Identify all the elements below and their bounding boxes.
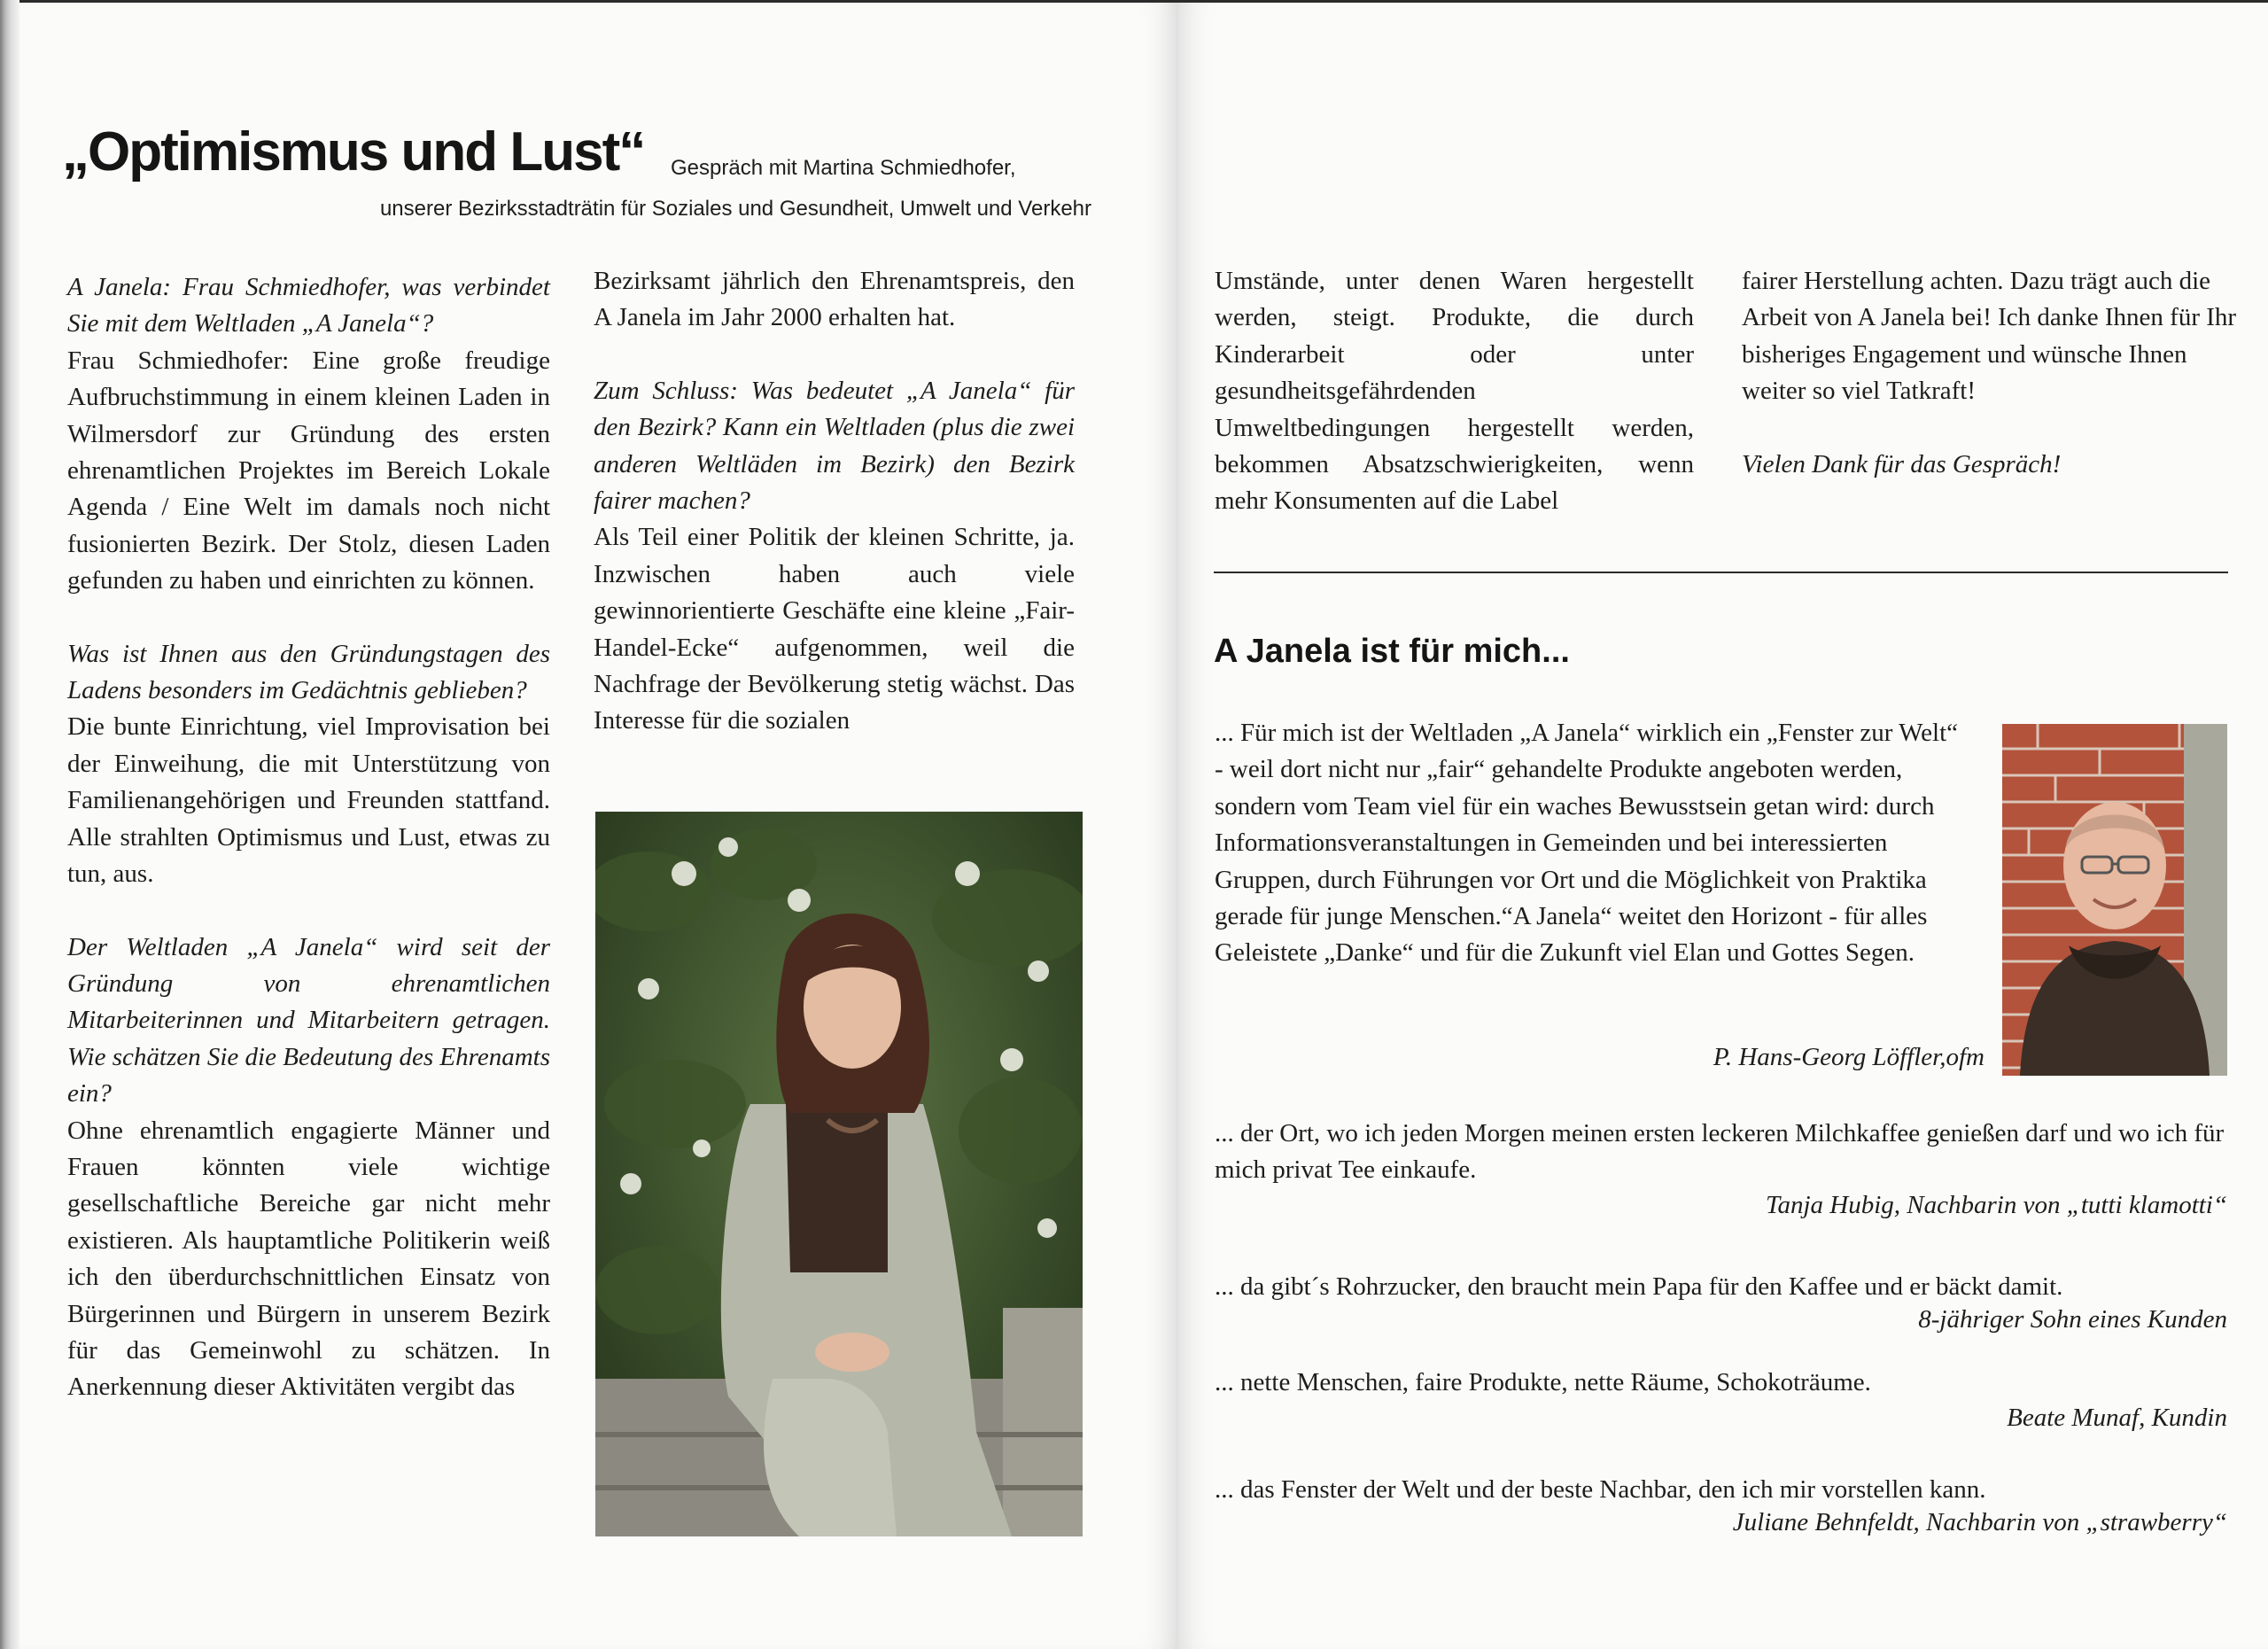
section-heading: A Janela ist für mich...	[1214, 633, 1570, 670]
quote-author-photo	[2002, 724, 2227, 1076]
quote-author: Beate Munaf, Kundin	[2007, 1404, 2227, 1432]
quote-text: ... das Fenster der Welt und der beste Nachbar, den ich mir vorstellen kann.	[1215, 1475, 1986, 1504]
interview-answer: Frau Schmiedhofer: Eine große freudige Aufbruchstimmung in einem kleinen Laden in Wilmersdorf zur Gründung des ersten ehrenamtlichen Projektes im Bereich Lokale Agenda / Eine Welt im damals noch nicht fusionierten Bezirk. Der Stolz, diesen Laden gefunden zu haben und einrichten zu können.	[67, 346, 550, 595]
quote-author: 8-jähriger Sohn eines Kunden	[1918, 1305, 2227, 1334]
quote-text: ... Für mich ist der Weltladen „A Janela“ wirklich ein „Fenster zur Welt“ - weil dort nicht nur „fair“ gehandelte Produkte angeboten werden, sondern vom Team viel für ein waches Bewusstsein getan wird: durch Informationsveranstaltungen in Gemeinden und bei interessierten Gruppen, durch Führungen vor Ort und die Möglichkeit von Praktika gerade für junge Menschen.“A Janela“ weitet den Horizont - für alles Geleistete „Danke“ und für die Zukunft viel Elan und Gottes Segen.	[1215, 719, 1959, 968]
interview-answer: Die bunte Einrichtung, viel Improvisation bei der Einweihung, die mit Unterstützung von Familienangehörigen und Freunden stattfand. Alle strahlten Optimismus und Lust, etwas zu tun, aus.	[67, 712, 550, 889]
interview-question: Der Weltladen „A Janela“ wird seit der Gründung von ehrenamtlichen Mitarbeiterinnen und Mitarbeitern getragen. Wie schätzen Sie die Bedeutung des Ehrenamts ein?	[67, 932, 550, 1108]
quote-author: P. Hans-Georg Löffler,ofm	[1713, 1043, 1984, 1071]
page-edge-shadow	[0, 0, 19, 1649]
interview-column-2	[594, 263, 1075, 740]
quote-text: ... der Ort, wo ich jeden Morgen meinen ersten leckeren Milchkaffee genießen darf und wo ich für mich privat Tee einkaufe.	[1215, 1119, 2225, 1185]
quote-author: Tanja Hubig, Nachbarin von „tutti klamotti“	[1766, 1191, 2227, 1219]
section-divider	[1214, 572, 2228, 573]
interview-answer: Bezirksamt jährlich den Ehrenamtspreis, den A Janela im Jahr 2000 erhalten hat.	[594, 267, 1075, 332]
article-headline: „Optimismus und Lust“	[62, 121, 645, 183]
quote-text: ... da gibt´s Rohrzucker, den braucht mein Papa für den Kaffee und er bäckt damit.	[1215, 1272, 2063, 1301]
interview-question: A Janela: Frau Schmiedhofer, was verbindet Sie mit dem Weltladen „A Janela“?	[67, 273, 550, 338]
interview-answer: Ohne ehrenamtlich engagierte Männer und Frauen könnten viele wichtige gesellschaftliche Bereiche gar nicht mehr existieren. Als hauptamtliche Politikerin weiß ich den überdurchschnittlichen Einsatz von Bürgerinnen und Bürgern in unserem Bezirk für das Gemeinwohl zu schätzen. In Anerkennung dieser Aktivitäten vergibt das	[67, 1116, 550, 1402]
interview-column-4	[1742, 263, 2238, 483]
interview-column-3	[1215, 263, 1694, 520]
top-edge-line	[0, 0, 1178, 3]
interview-column-1	[67, 269, 550, 1406]
interviewee-photo	[595, 812, 1083, 1536]
top-edge-line	[1178, 0, 2268, 3]
quote-author: Juliane Behnfeldt, Nachbarin von „strawberry“	[1732, 1508, 2227, 1536]
quote-text: ... nette Menschen, faire Produkte, nette Räume, Schokoträume.	[1215, 1368, 1871, 1396]
interview-closing: Vielen Dank für das Gespräch!	[1742, 449, 2062, 478]
article-subtitle-line1: Gespräch mit Martina Schmiedhofer,	[671, 156, 1016, 180]
interview-answer: Umstände, unter denen Waren hergestellt werden, steigt. Produkte, die durch Kinderarbeit oder unter gesundheitsgefährdenden Umweltbedingungen hergestellt werden, bekommen Absatzschwierigkeiten, wenn mehr Konsumenten auf die Label	[1215, 267, 1694, 516]
right-page	[1178, 0, 2268, 1649]
interview-answer: Als Teil einer Politik der kleinen Schritte, ja. Inzwischen haben auch viele gewinnorientierte Geschäfte eine kleine „Fair-Handel-Ecke“ aufgenommen, weil die Nachfrage der Bevölkerung stetig wächst. Das Interesse für die sozialen	[594, 523, 1075, 735]
article-subtitle-line2: unserer Bezirksstadträtin für Soziales und Gesundheit, Umwelt und Verkehr	[379, 197, 1091, 221]
interview-answer: fairer Herstellung achten. Dazu trägt auch die Arbeit von A Janela bei! Ich danke Ihnen für Ihr bisheriges Engagement und wünsche Ihnen weiter so viel Tatkraft!	[1742, 267, 2237, 406]
interview-question: Zum Schluss: Was bedeutet „A Janela“ für den Bezirk? Kann ein Weltladen (plus die zwei anderen Weltläden im Bezirk) den Bezirk fairer machen?	[594, 376, 1075, 516]
interview-question: Was ist Ihnen aus den Gründungstagen des Ladens besonders im Gedächtnis geblieben?	[67, 639, 550, 705]
